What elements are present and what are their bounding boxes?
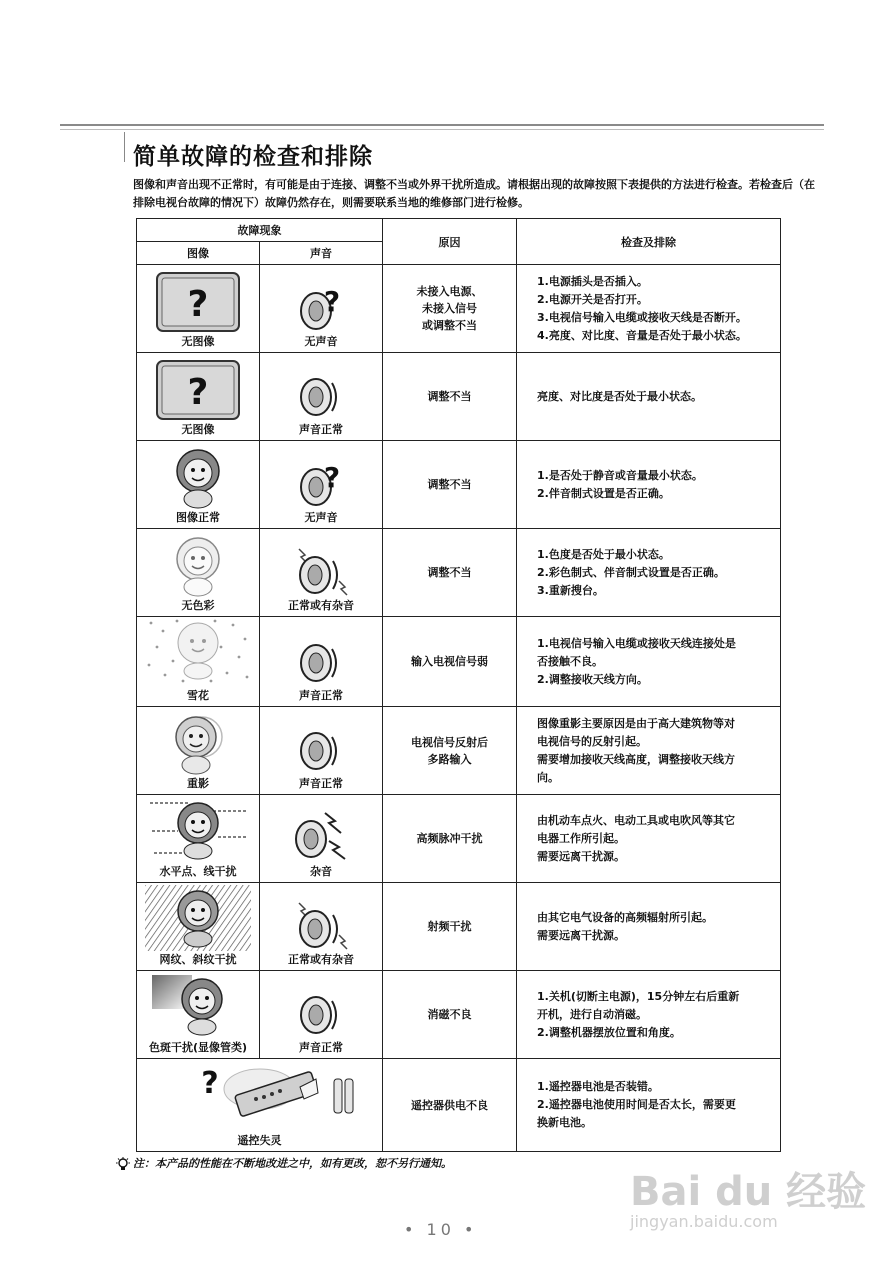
sound-cell — [260, 617, 383, 707]
speaker-normal-icon — [260, 369, 382, 421]
cause-line: 多路输入 — [427, 752, 472, 766]
fix-cell — [517, 529, 781, 617]
picture-cell — [137, 529, 260, 617]
fix-line: 由其它电气设备的高频辐射所引起。 — [537, 910, 713, 924]
lion-ghost-icon — [137, 713, 259, 775]
picture-label: 水平点、线干扰 — [159, 865, 237, 878]
cause-cell — [383, 441, 517, 529]
fix-cell — [517, 795, 781, 883]
fix-cell — [517, 1059, 781, 1152]
speaker-noise-icon — [260, 545, 382, 597]
cause-cell — [383, 265, 517, 353]
cause-line: 调整不当 — [427, 390, 472, 403]
fix-cell — [517, 971, 781, 1059]
sound-label: 声音正常 — [299, 1041, 343, 1054]
sound-label: 声音正常 — [299, 423, 343, 436]
table-row — [137, 617, 781, 707]
fix-cell — [517, 617, 781, 707]
fix-line: 1.关机(切断主电源)，15分钟左右后重新 — [537, 989, 740, 1003]
sound-label: 无声音 — [304, 511, 338, 524]
watermark — [630, 1160, 867, 1231]
picture-cell — [137, 971, 260, 1059]
sound-cell — [260, 529, 383, 617]
lion-color-spot-icon — [137, 973, 259, 1039]
fix-line: 2.遥控器电池使用时间是否太长，需要更 — [537, 1098, 736, 1111]
speaker-noise-icon — [260, 899, 382, 951]
cause-line: 或调整不当 — [422, 319, 477, 332]
fix-line: 开机，进行自动消磁。 — [537, 1007, 647, 1021]
cause-cell — [383, 353, 517, 441]
fix-line: 2.彩色制式、伴音制式设置是否正确。 — [537, 565, 725, 579]
sound-cell — [260, 707, 383, 795]
lion-snow-icon — [137, 617, 259, 687]
table-row — [137, 971, 781, 1059]
fix-cell — [517, 883, 781, 971]
page-title: 简单故障的检查和排除 — [133, 144, 373, 170]
fix-line: 向。 — [537, 770, 559, 784]
speaker-normal-icon — [260, 723, 382, 775]
lion-faded-icon — [137, 535, 259, 597]
picture-cell — [137, 441, 260, 529]
sound-label: 无声音 — [304, 335, 338, 348]
cause-cell — [383, 617, 517, 707]
header-rule-thin — [60, 129, 824, 130]
svg-text:?: ? — [323, 285, 341, 318]
fix-cell — [517, 265, 781, 353]
picture-cell — [137, 707, 260, 795]
lion-normal-icon — [137, 447, 259, 509]
sound-cell — [260, 353, 383, 441]
fix-line: 1.电源插头是否插入。 — [537, 274, 648, 288]
cause-line: 未接入信号 — [422, 302, 477, 315]
cause-line: 调整不当 — [427, 478, 472, 491]
cause-cell — [383, 1059, 517, 1152]
remote-question-icon — [160, 1066, 360, 1132]
picture-label: 图像正常 — [176, 511, 220, 524]
fix-line: 需要增加接收天线高度，调整接收天线方 — [537, 752, 735, 766]
lion-stripes-icon — [137, 885, 259, 951]
fix-line: 需要远离干扰源。 — [537, 849, 625, 863]
picture-label: 无色彩 — [181, 599, 215, 612]
fix-line: 电视信号的反射引起。 — [537, 734, 647, 748]
sound-cell — [260, 971, 383, 1059]
fix-line: 电器工作所引起。 — [537, 831, 625, 845]
table-row — [137, 529, 781, 617]
cause-line: 高频脉冲干扰 — [416, 832, 483, 845]
troubleshooting-table — [136, 218, 781, 1152]
picture-cell — [137, 795, 260, 883]
fix-line: 1.色度是否处于最小状态。 — [537, 547, 670, 561]
sound-label: 正常或有杂音 — [288, 953, 354, 966]
fix-line: 由机动车点火、电动工具或电吹风等其它 — [537, 813, 735, 827]
picture-cell — [137, 353, 260, 441]
tv-question-icon — [137, 359, 259, 421]
speaker-question-icon — [260, 281, 382, 333]
cause-cell — [383, 529, 517, 617]
fix-line: 1.电视信号输入电缆或接收天线连接处是 — [537, 636, 736, 650]
title-marker — [124, 132, 125, 162]
fix-line: 2.电源开关是否打开。 — [537, 292, 648, 306]
cause-line: 输入电视信号弱 — [411, 655, 488, 668]
fix-line: 2.调整机器摆放位置和角度。 — [537, 1025, 681, 1039]
fix-line: 需要远离干扰源。 — [537, 928, 625, 942]
table-row — [137, 1059, 781, 1152]
cause-cell — [383, 707, 517, 795]
fix-line: 2.伴音制式设置是否正确。 — [537, 486, 670, 500]
cause-line: 电视信号反射后 — [411, 735, 488, 749]
table-row — [137, 265, 781, 353]
fix-line: 否接触不良。 — [537, 654, 603, 668]
fix-line: 3.电视信号输入电缆或接收天线是否断开。 — [537, 310, 747, 324]
cause-cell — [383, 971, 517, 1059]
cause-cell — [383, 795, 517, 883]
cause-line: 射频干扰 — [427, 920, 472, 933]
cause-line: 未接入电源、 — [416, 285, 483, 298]
fix-cell — [517, 353, 781, 441]
fix-line: 亮度、对比度是否处于最小状态。 — [537, 389, 702, 403]
svg-text:?: ? — [187, 372, 209, 413]
picture-label: 色斑干扰(显像管类) — [148, 1041, 248, 1054]
sound-cell — [260, 795, 383, 883]
sound-label: 声音正常 — [299, 689, 343, 702]
sound-label: 杂音 — [310, 865, 332, 878]
cause-line: 调整不当 — [427, 566, 472, 579]
header-sound: 声音 — [260, 242, 383, 265]
cause-line: 遥控器供电不良 — [411, 1098, 488, 1112]
table-row — [137, 441, 781, 529]
picture-cell — [137, 265, 260, 353]
lightbulb-icon — [115, 1157, 131, 1171]
watermark-logo: Bai du 经验 — [630, 1169, 867, 1215]
picture-label: 雪花 — [187, 689, 209, 702]
intro-paragraph: 图像和声音出现不正常时，有可能是由于连接、调整不当或外界干扰所造成。请根据出现的故障按照下表提供的方法进行检查。若检查后（在排除电视台故障的情况下）故障仍然存在，则需要联系当地的维修部门进行检修。 — [133, 178, 815, 209]
fix-line: 2.调整接收天线方向。 — [537, 672, 648, 686]
sound-cell — [260, 265, 383, 353]
fix-line: 3.重新搜台。 — [537, 583, 604, 597]
watermark-url: jingyan.baidu.com — [630, 1212, 778, 1231]
picture-label: 无图像 — [181, 335, 215, 348]
fix-cell — [517, 707, 781, 795]
svg-text:?: ? — [323, 461, 341, 494]
sound-cell — [260, 883, 383, 971]
fix-line: 换新电池。 — [537, 1116, 592, 1129]
table-row — [137, 353, 781, 441]
header-picture: 图像 — [137, 242, 260, 265]
picture-label: 遥控失灵 — [237, 1134, 282, 1147]
picture-label: 无图像 — [181, 423, 215, 436]
header-symptom: 故障现象 — [137, 219, 383, 242]
table-row — [137, 707, 781, 795]
header-cause: 原因 — [383, 219, 517, 265]
footnote — [115, 1155, 452, 1171]
tv-question-icon — [137, 271, 259, 333]
header-fix: 检查及排除 — [517, 219, 781, 265]
svg-text:?: ? — [187, 284, 209, 325]
svg-text:?: ? — [200, 1066, 219, 1101]
fix-line: 1.遥控器电池是否装错。 — [537, 1080, 659, 1093]
lion-interference-icon — [137, 797, 259, 863]
speaker-question-icon — [260, 457, 382, 509]
picture-label: 网纹、斜纹干扰 — [159, 953, 237, 966]
picture-cell — [137, 883, 260, 971]
speaker-normal-icon — [260, 635, 382, 687]
speaker-static-icon — [260, 807, 382, 863]
fix-line: 4.亮度、对比度、音量是否处于最小状态。 — [537, 328, 747, 342]
cause-cell — [383, 883, 517, 971]
sound-label: 声音正常 — [299, 777, 343, 790]
page-number: • 10 • — [404, 1220, 478, 1239]
sound-label: 正常或有杂音 — [288, 599, 354, 612]
header-rule — [60, 124, 824, 126]
speaker-normal-icon — [260, 987, 382, 1039]
fix-line: 图像重影主要原因是由于高大建筑物等对 — [537, 716, 735, 730]
picture-cell — [137, 1059, 383, 1152]
table-row — [137, 883, 781, 971]
sound-cell — [260, 441, 383, 529]
picture-label: 重影 — [187, 777, 209, 790]
footnote-text: 注：本产品的性能在不断地改进之中，如有更改，恕不另行通知。 — [133, 1157, 452, 1170]
fix-line: 1.是否处于静音或音量最小状态。 — [537, 468, 703, 482]
table-row — [137, 795, 781, 883]
cause-line: 消磁不良 — [427, 1008, 472, 1021]
picture-cell — [137, 617, 260, 707]
fix-cell — [517, 441, 781, 529]
